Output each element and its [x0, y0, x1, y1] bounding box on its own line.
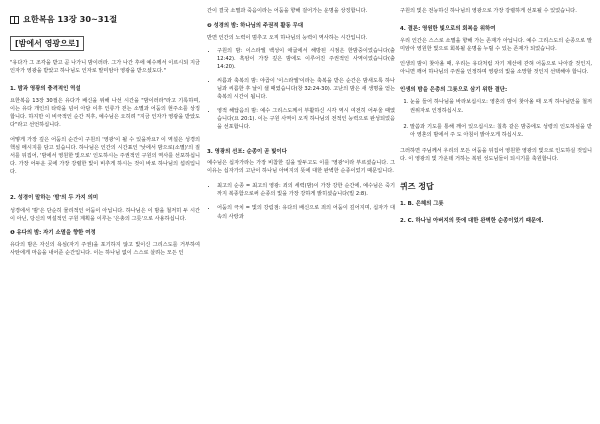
night-bullet-list	[207, 47, 395, 132]
list-item: • 구원의 밤: 이스라엘 백성이 애굽에서 해방된 시점은 한밤중이었습니다(출 12:42). 흑암이 가장 깊은 밤에도 이루어진 주권적인 사역이었습니다(출 14:20).	[217, 47, 395, 71]
section-4-paragraph-3: 그러하면 주님께서 우리의 모든 어둠을 뒤집어 영원한 영광의 빛으로 인도하실 것입니다. 이 영광의 빛 가운데 거하는 복된 성도님들이 되시기를 축원합니다.	[400, 147, 592, 162]
quiz-answer-1: 1. B. 은혜의 그릇	[400, 201, 444, 208]
col3-continuation: 구원의 빛은 전능하신 하나님의 영광으로 가장 강렬하게 선포될 수 있었습니다.	[400, 8, 577, 14]
list-item: • 어둠의 극치 = 빛의 강림점: 유다의 배신으로 죄의 어둠이 깊어지며, 십자가 대속의 사랑과	[217, 204, 395, 220]
section-2-paragraph-2: 유다의 밤은 자신의 욕심(자기 주권)을 포기하지 않고 빛이신 그리스도를 거부하여 사탄에게 마음을 내어준 순간입니다. 이는 하나님 없이 스스로 살려는 모든 인	[10, 241, 200, 256]
intro-quote: "유다가 그 조각을 받고 곧 나가니 밤이러라. 그가 나간 후에 예수께서 이르시되 지금 인자가 영광을 받았고 하나님도 인자로 말미암아 영광을 받으셨도다."	[10, 60, 200, 75]
list-item: • 영적 해답음의 밤: 예수 그리스도께서 부활하신 시각 역시 여전히 어두울 때였습니다(요 20:1). 이는 구원 사역이 오직 하나님의 전적인 능력으로 완성되었음을 선포합니다.	[217, 107, 395, 131]
section-3-heading: 3. 영광의 선포: 순종이 곧 빛이다	[207, 148, 287, 155]
quiz-heading: 퀴즈 정답	[400, 182, 434, 192]
subtitle-box: [밤에서 영광으로]	[10, 36, 84, 51]
section-2-subheading-1: ❶ 유다의 밤: 자기 소멸을 향한 여정	[10, 230, 96, 237]
column-2	[207, 0, 395, 424]
list-item: • 씨름과 축복의 밤: 야곱이 '이스라엘'이라는 축복을 받은 순간은 밤새도록 하나님과 씨름한 후 날이 샐 때였습니다(창 32:24-30). 고난의 밤은 새 생명을 얻는 축복의 시간이 됩니다.	[217, 77, 395, 101]
section-2-heading: 2. 성경이 말하는 '밤'의 두 가지 의미	[10, 194, 99, 201]
section-2-paragraph-3: 반면 인간의 노력이 멈추고 오직 하나님의 능력이 역사하는 시간입니다.	[207, 34, 368, 41]
title-text: 요한복음 13장 30~31절	[23, 14, 118, 24]
section-4-subheading: 인생의 밤을 은총의 그릇으로 삼기 위한 결단:	[400, 86, 508, 93]
column-1	[10, 0, 200, 424]
list-item: 1. 눈을 들어 하나님을 바라보십시오: 영혼의 밤이 찾아올 때 오직 하나님만을 철저 권위자로 인정하십시오.	[410, 98, 592, 114]
section-4-heading: 4. 결론: 영원한 빛으로의 회복을 위하여	[400, 26, 496, 33]
section-4-paragraph-1: 우리 인간은 스스로 소멸을 향해 가는 존재가 아닙니다. 예수 그리스도의 순종으로 말미암아 영원한 빛으로 회복될 운명을 누릴 수 있는 존재가 되었습니다.	[400, 37, 592, 52]
section-3-paragraph-1: 예수님은 십자가라는 가장 비참한 길을 앞두고도 이를 '영광'이라 부르셨습니다. 그 이유는 십자가의 고난이 하나님 아버지의 뜻에 대한 완벽한 순종이었기 때문입니다.	[207, 160, 395, 175]
column-3	[400, 0, 592, 424]
book-icon	[10, 16, 19, 24]
section-4-paragraph-2: 인생의 밤이 찾아올 때, 우리는 유다처럼 자기 계산에 갇혀 어둠으로 나아갈 것인지, 아니면 깨어 하나님의 주권을 인정하며 영광의 빛을 소망할 것인지 선택해야 합니다.	[400, 60, 592, 75]
page-title	[10, 14, 200, 25]
section-1-paragraph-2: 어떻게 가장 깊은 어둠의 순간이 구원의 '영광'이 될 수 있을까요? 이 역설은 성경의 핵심 메시지를 담고 있습니다. 하나님은 인간의 시간표인 '낮에서 밤으로(소멸)'의 질서를 뒤집어, '밤에서 영원한 빛으로' 인도하시는 주권적인 구원의 역사를 선포하십니다. 가장 어두운 곳에 가장 강렬한 빛이 비추게 하시는 것이 바로 하나님의 섭리입니다.	[10, 137, 200, 176]
section-1-heading: 1. 밤과 영광의 충격적인 역설	[10, 86, 81, 93]
resolution-list	[400, 98, 592, 138]
section-1-paragraph-1: 요한복음 13장 30절은 유다가 배신을 위해 나선 시간을 "밤이러라"라고 기록하며, 이는 유다 개인의 타락을 넘어 아담 이후 인류가 걷는 소멸과 어둠의 현주소를 상징합니다. 하지만 이 비극적인 순간 직후, 예수님은 오히려 "지금 인자가 영광을 받았도다"라고 선언하십니다.	[10, 97, 200, 128]
glory-bullet-list	[207, 182, 395, 220]
section-2-paragraph-1: 성경에서 '밤'은 단순히 물리적인 어둠이 아닙니다. 하나님은 이 밤을 철저히 두 시간이 아닌, 당신의 역설적인 구원 계획을 이루는 '은총의 그릇'으로 사용하십니다.	[10, 208, 200, 223]
list-item: • 최고의 순종 = 최고의 영광: 죄의 세력(밤)이 가장 강한 순간에, 예수님은 죽기까지 복종함으로써 순종의 빛을 가장 강하게 밝히셨습니다(빌 2:8).	[217, 182, 395, 198]
quiz-answer-2: 2. C. 하나님 아버지의 뜻에 대한 완벽한 순종이었기 때문에.	[400, 217, 544, 224]
col2-continuation: 간이 결국 소멸과 죽음이라는 어둠을 향해 걸어가는 운명을 상징합니다.	[207, 8, 368, 14]
list-item: 2. 말씀과 기도를 통해 깨어 있으십시오: 칠흑 같은 밤중에도 성령의 인도하심을 받아 영혼의 밤에서 주 도 아침이 밝아오게 하십시오.	[410, 123, 592, 139]
section-2-subheading-2: ❷ 성경의 밤: 하나님의 주권적 활동 무대	[207, 23, 304, 30]
